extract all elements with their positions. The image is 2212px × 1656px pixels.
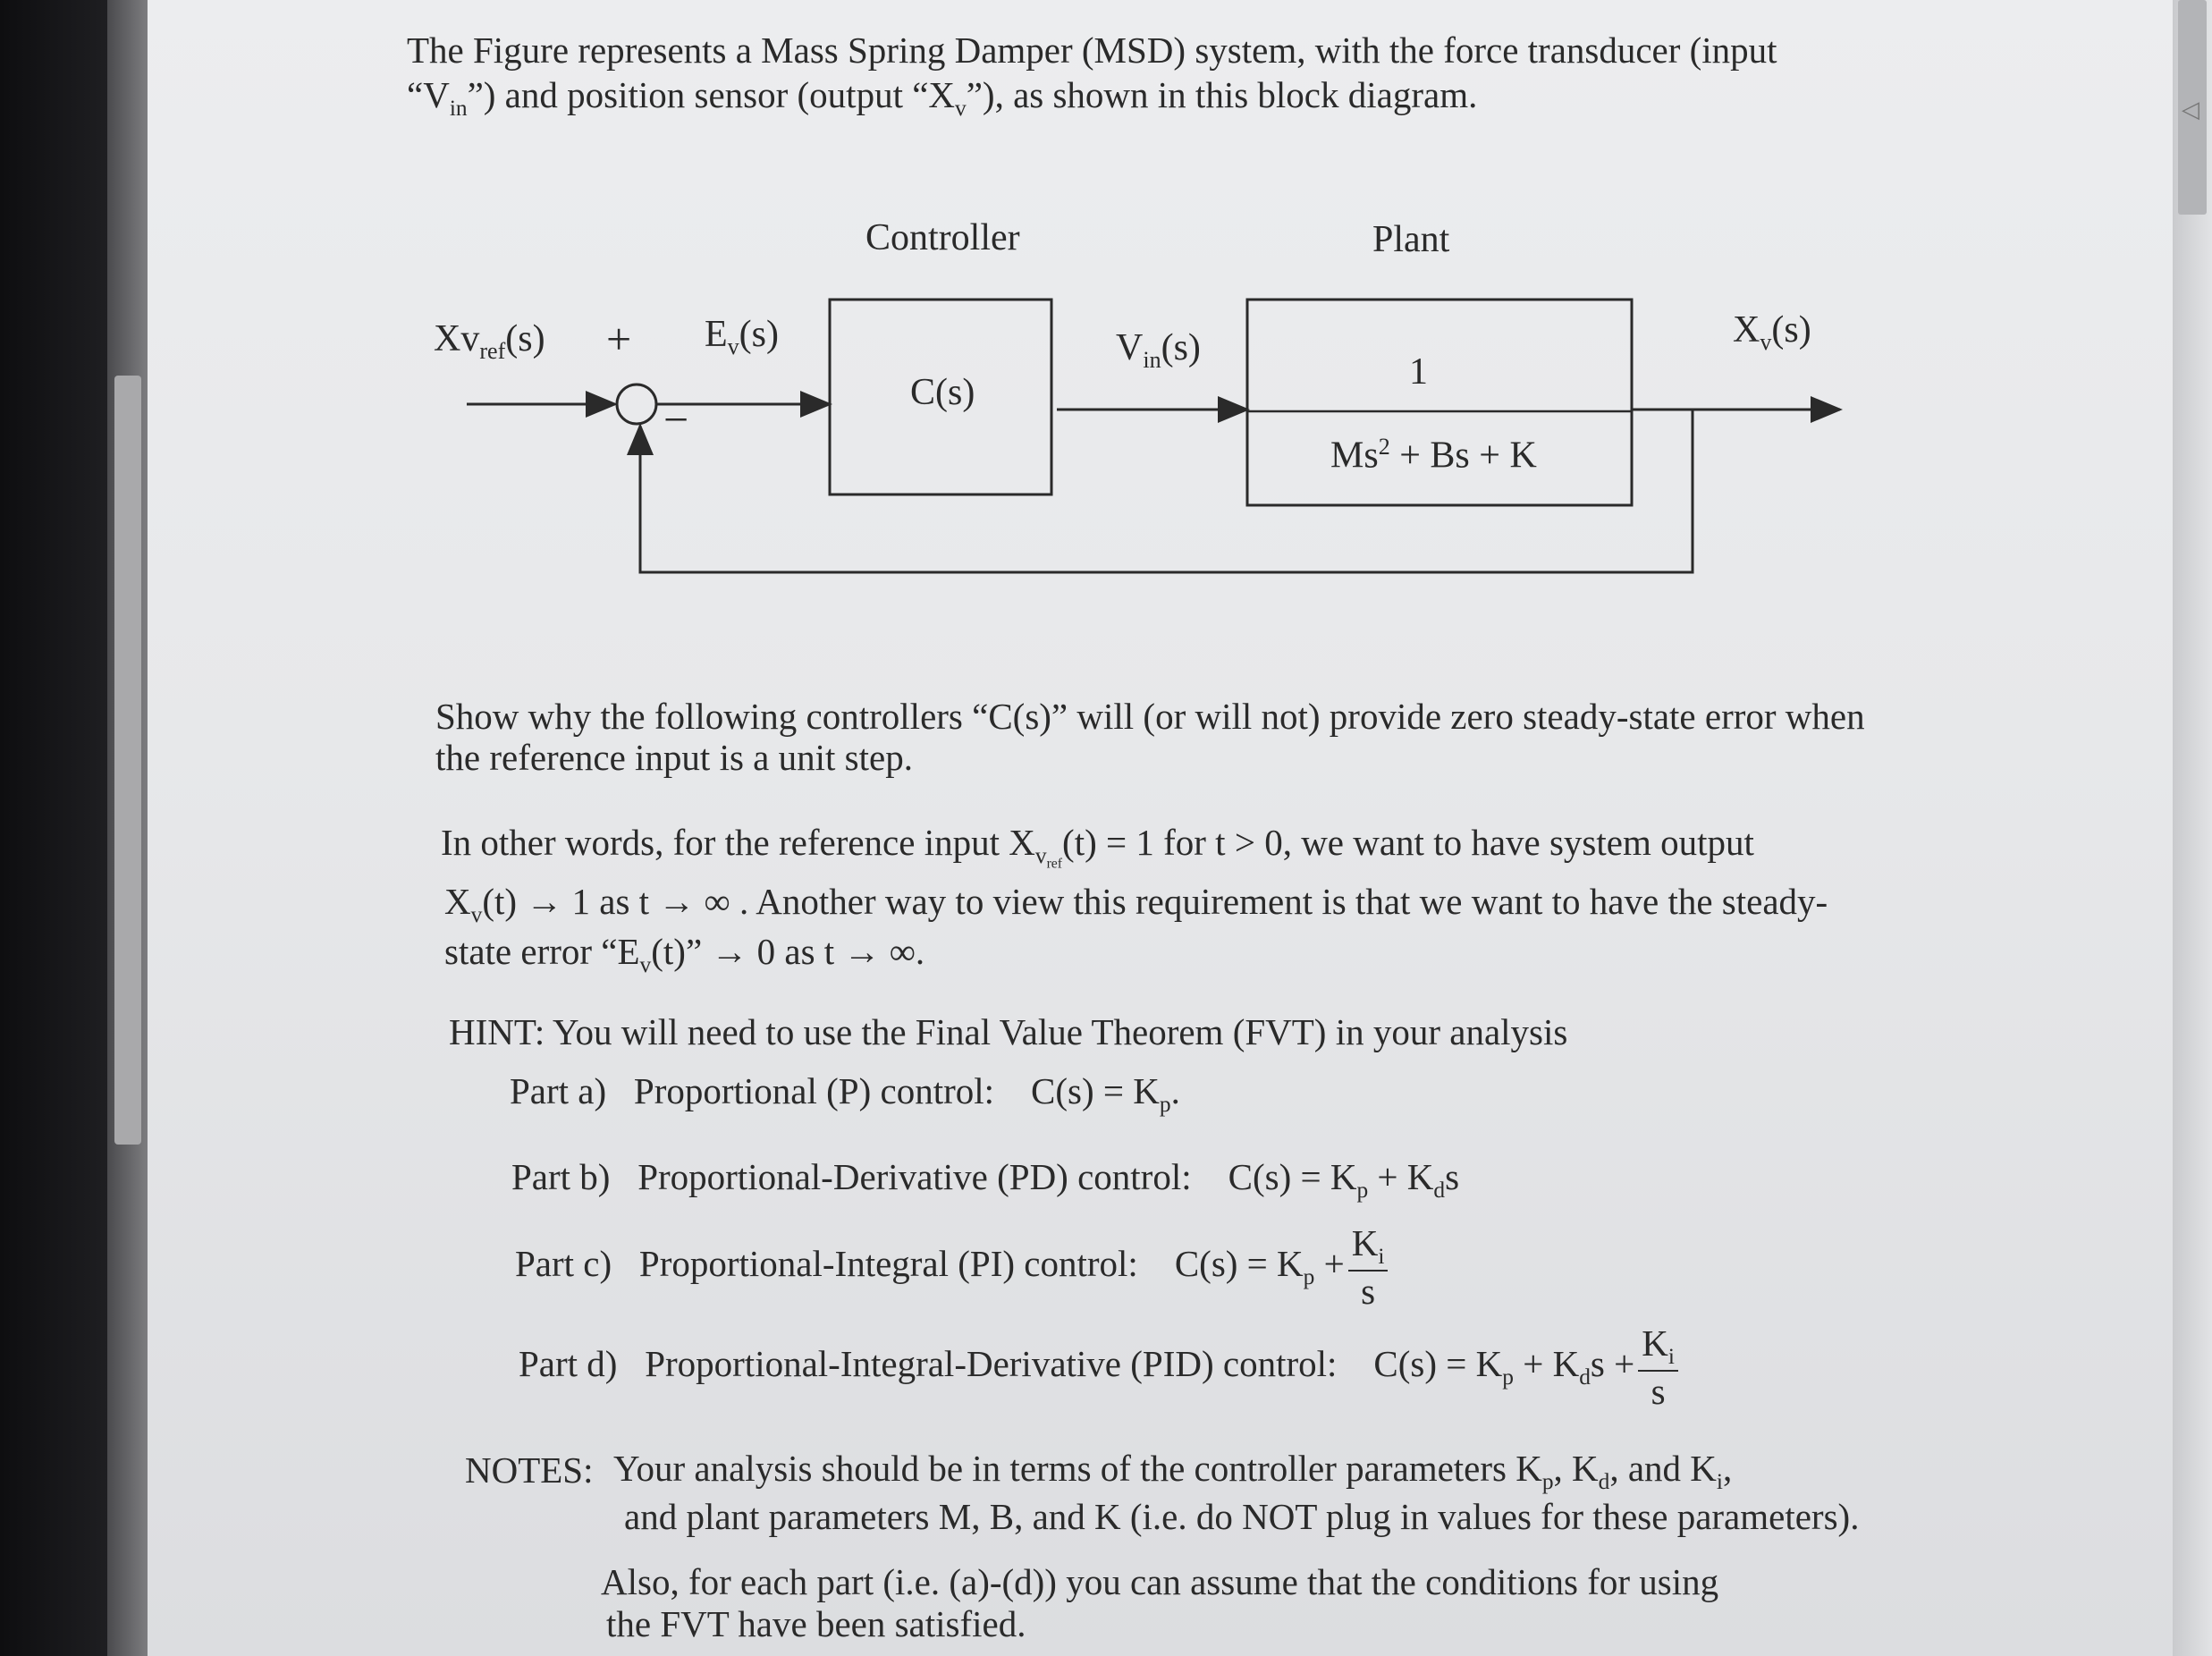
part-a: Part a) Proportional (P) control: $C(s) = K_p$. [510,1070,1180,1117]
requirement-line-1: In other words, for the reference input $X_{v_{ref}}(t) = 1$ for t > 0, we want to have system output [441,822,1754,872]
notes-line-4: the FVT have been satisfied. [606,1603,1026,1644]
plant-numerator: 1 [1409,351,1428,393]
intro-line-2: “$V_{in}$”) and position sensor (output “$X_v$”), as shown in this block diagram. [407,74,1478,121]
part-d: Part d) Proportional-Integral-Derivative (PID) control: $C(s) = K_p + K_ds$ + $\frac{K_i}{s}$ [519,1323,1682,1412]
question-line-2: the reference input is a unit step. [435,737,913,778]
output-label: $X_v(s)$ [1733,309,1811,356]
summing-minus-sign: − [663,394,689,444]
hint-line: HINT: You will need to use the Final Value Theorem (FVT) in your analysis [449,1011,1568,1052]
requirement-line-2: $X_v(t) \to 1$ as t → ∞ . Another way to view this requirement is that we want to have the steady- [444,881,1828,927]
block-diagram [0,0,2212,626]
collapse-arrow-icon[interactable]: ◁ [2182,97,2199,123]
part-b: Part b) Proportional-Derivative (PD) control: $C(s) = K_p + K_ds$ [511,1156,1460,1203]
question-line-1: Show why the following controllers “C(s)” will (or will not) provide zero steady-state error when [435,696,1865,737]
plant-denominator: $Ms^2 + Bs + K$ [1330,434,1537,477]
notes-label: NOTES: [465,1449,594,1491]
reference-input-label: $Xv_{ref}(s)$ [434,318,545,365]
plant-title: Plant [1372,219,1450,260]
part-c: Part c) Proportional-Integral (PI) control: $C(s) = K_p$ + $\frac{K_i}{s}$ [515,1223,1391,1312]
notes-line-2: and plant parameters M, B, and K (i.e. do NOT plug in values for these parameters). [624,1496,1860,1537]
notes-line-3: Also, for each part (i.e. (a)-(d)) you can assume that the conditions for using [601,1561,1719,1602]
summing-plus-sign: + [606,314,632,364]
controller-title: Controller [865,217,1020,258]
summing-junction [617,384,656,424]
vin-label: $V_{in}(s)$ [1116,327,1201,374]
notes-line-1: Your analysis should be in terms of the controller parameters $K_p$, $K_d$, and $K_i$, [613,1448,1733,1494]
error-label: $E_v(s)$ [705,314,779,360]
controller-transfer-function: C(s) [910,372,975,413]
ki-over-s-fraction: $\frac{K_i}{s}$ [1348,1223,1389,1312]
ki-over-s-fraction: $\frac{K_i}{s}$ [1638,1323,1678,1412]
requirement-line-3: state error “$E_v(t)$” → 0 as t → ∞. [444,931,925,977]
intro-line-1: The Figure represents a Mass Spring Damper (MSD) system, with the force transducer (input [407,30,1777,71]
